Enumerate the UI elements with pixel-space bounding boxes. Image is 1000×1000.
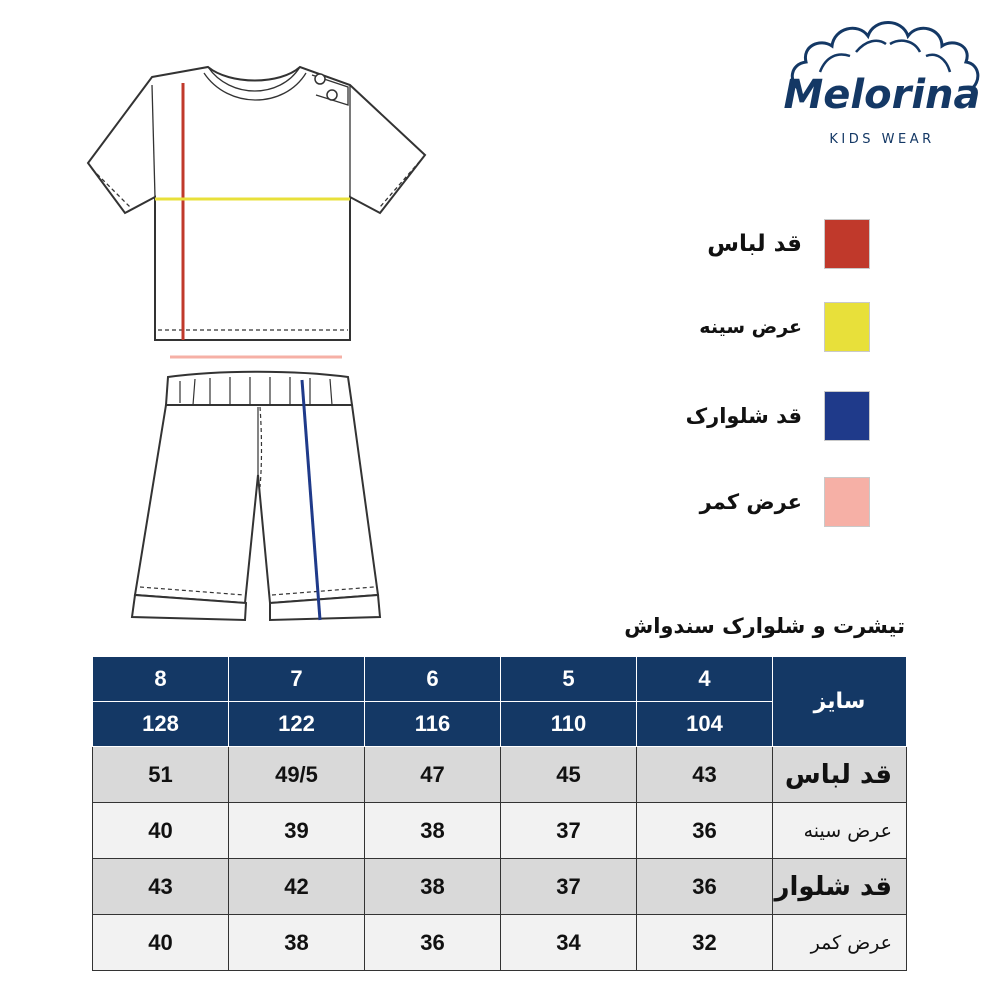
value-cell: 43: [93, 859, 229, 915]
blue-swatch: [824, 391, 870, 441]
table-row: [93, 915, 907, 971]
legend-label: عرض کمر: [699, 490, 802, 514]
yellow-swatch: [824, 302, 870, 352]
tshirt-shorts-drawing: [80, 55, 440, 630]
size-chart-table: [92, 656, 907, 971]
value-cell: 38: [365, 803, 501, 859]
header-row-age: [93, 657, 907, 702]
row-label: قد لباس: [773, 747, 907, 803]
legend-label: قد شلوارک: [685, 404, 802, 428]
row-label: عرض سینه: [773, 803, 907, 859]
brand-tagline: KIDS WEAR: [829, 132, 935, 147]
age-cell: 6: [365, 657, 501, 702]
legend-item-waist-width: [620, 476, 870, 528]
value-cell: 32: [637, 915, 773, 971]
value-cell: 45: [501, 747, 637, 803]
tshirt-outline: [88, 67, 425, 340]
height-cell: 128: [93, 702, 229, 747]
value-cell: 40: [93, 915, 229, 971]
table-title: تیشرت و شلوارک سندواش: [624, 614, 905, 638]
value-cell: 36: [637, 859, 773, 915]
value-cell: 43: [637, 747, 773, 803]
value-cell: 47: [365, 747, 501, 803]
value-cell: 36: [365, 915, 501, 971]
value-cell: 39: [229, 803, 365, 859]
value-cell: 38: [365, 859, 501, 915]
height-cell: 122: [229, 702, 365, 747]
brand-name: Melorina: [783, 72, 981, 118]
legend-item-shorts-length: [620, 390, 870, 442]
shorts-outline: [132, 372, 380, 620]
value-cell: 37: [501, 859, 637, 915]
table-row: [93, 803, 907, 859]
garment-illustration: [80, 55, 440, 630]
value-cell: 34: [501, 915, 637, 971]
melorina-logo-graphic: [780, 12, 985, 152]
value-cell: 49/5: [229, 747, 365, 803]
row-label: قد شلوار: [773, 859, 907, 915]
legend-item-chest-width: [620, 301, 870, 353]
legend-label: عرض سینه: [699, 316, 802, 338]
size-header-label: سایز: [773, 657, 907, 747]
value-cell: 51: [93, 747, 229, 803]
value-cell: 37: [501, 803, 637, 859]
age-cell: 4: [637, 657, 773, 702]
row-label: عرض کمر: [773, 915, 907, 971]
height-cell: 104: [637, 702, 773, 747]
brand-logo: [780, 12, 985, 152]
height-cell: 116: [365, 702, 501, 747]
legend-item-garment-length: [620, 218, 870, 270]
value-cell: 36: [637, 803, 773, 859]
table-row: [93, 859, 907, 915]
value-cell: 40: [93, 803, 229, 859]
red-swatch: [824, 219, 870, 269]
legend-label: قد لباس: [707, 231, 802, 257]
height-cell: 110: [501, 702, 637, 747]
age-cell: 5: [501, 657, 637, 702]
table-row: [93, 747, 907, 803]
value-cell: 38: [229, 915, 365, 971]
value-cell: 42: [229, 859, 365, 915]
age-cell: 8: [93, 657, 229, 702]
age-cell: 7: [229, 657, 365, 702]
pink-swatch: [824, 477, 870, 527]
